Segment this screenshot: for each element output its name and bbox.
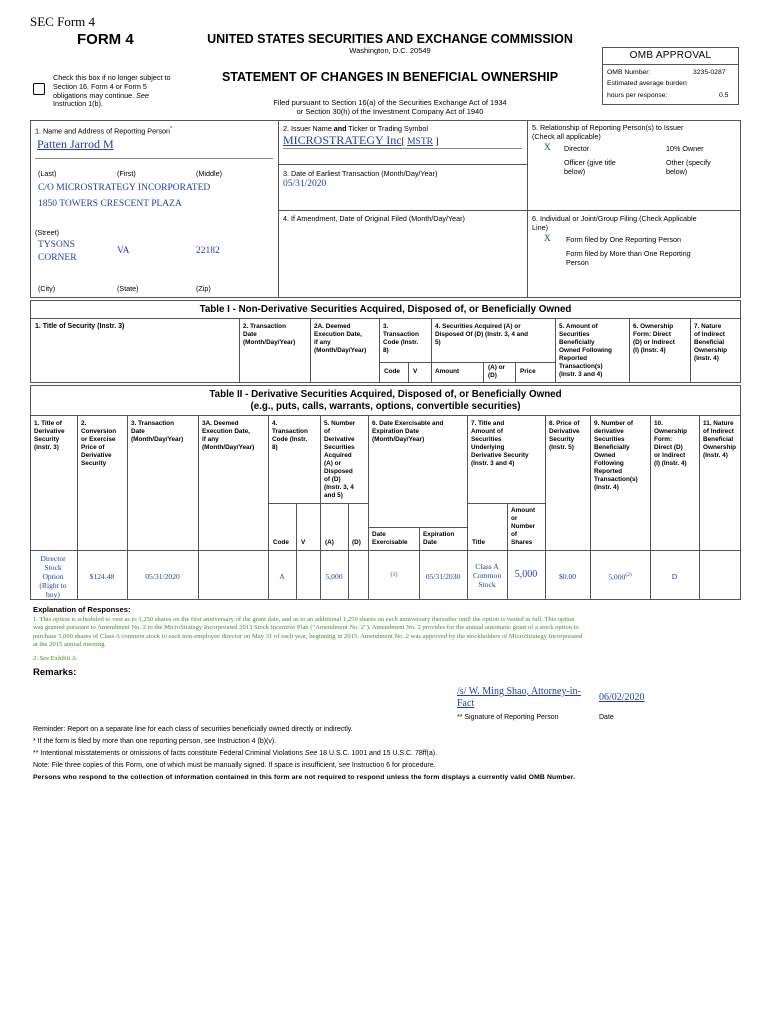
earliest-transaction-date: 05/31/2020 [283, 179, 327, 189]
table-1-title: Table I - Non-Derivative Securities Acquired, Disposed of, or Beneficially Owned [199, 304, 572, 315]
signature-name[interactable] [457, 686, 581, 710]
box6-label-1: 6. Individual or Joint/Group Filing (Check Applicable [532, 214, 697, 223]
t2-col10-l1: 10. [654, 420, 663, 427]
checkbox-text-2: Section 16. Form 4 or Form 5 [53, 81, 147, 91]
footer-l3-see: See [304, 750, 318, 757]
row-security-l1: Director [40, 554, 66, 563]
t2-exp-l2: Date [423, 539, 437, 546]
footer-misstatements [33, 750, 437, 759]
signature-name-l1[interactable]: /s/ W. Ming Shao, Attorney-in- [457, 686, 581, 697]
checkbox-text-4: Instruction 1(b). [53, 99, 103, 109]
t2-col3 [131, 420, 183, 444]
more-persons-label [566, 250, 691, 268]
t2-col10 [654, 420, 687, 468]
reporting-person-name-text[interactable]: Patten Jarrod M [37, 137, 114, 151]
t2-col4-l1: 4. [272, 420, 278, 427]
one-person-check[interactable]: X [544, 234, 551, 244]
t2-col9-l3: Securities [594, 436, 625, 443]
box2-label-b: Ticker or Trading Symbol [346, 124, 429, 133]
table-2-title-2: (e.g., puts, calls, warrants, options, convertible securities) [250, 401, 521, 412]
t1-col7-l5: (Instr. 4) [694, 355, 719, 362]
t1-aord [488, 364, 505, 380]
t1-col2-l3: (Month/Day/Year) [243, 339, 296, 346]
t1-col2a [314, 323, 366, 355]
t2-col9-l5: Owned [594, 452, 616, 459]
t1-col2a-l1: 2A. Deemed [314, 323, 351, 330]
t2-col8-l2: Derivative [549, 428, 580, 435]
box1-label [35, 125, 172, 136]
t1-col2a-l2: Execution Date, [314, 331, 362, 338]
t2-col9-l4: Beneficially [594, 444, 630, 451]
t2-col6-l1: 6. Date Exercisable and [372, 420, 444, 427]
t2-col7-l2: Amount of [471, 428, 503, 435]
t1-col5-l2: Securities [559, 331, 590, 338]
table-2 [30, 385, 741, 600]
t1-col6 [633, 323, 675, 355]
box5-label-2: (Check all applicable) [532, 131, 601, 141]
t2-col3a-l3: if any [202, 436, 219, 443]
row-exercisable: (1) [390, 572, 398, 578]
issuer-line [283, 133, 439, 148]
t2-col6-l3: (Month/Day/Year) [372, 436, 425, 443]
t2-col4-l2: Transaction [272, 428, 308, 435]
footer-l3a: ** Intentional misstatements or omissions of facts constitute Federal Criminal Violations [33, 750, 305, 757]
t1-col3-l4: 8) [383, 347, 389, 354]
row-date: 05/31/2020 [145, 572, 180, 581]
t2-col7-l1: 7. Title and [471, 420, 505, 427]
t2-date-ex-l1: Date [372, 531, 386, 538]
filed-pursuant-2: or Section 30(h) of the Investment Company Act of 1940 [296, 107, 484, 116]
t2-col11 [703, 420, 736, 460]
t2-col10-l2: Ownership [654, 428, 688, 435]
t2-col7-l4: Underlying [471, 444, 505, 451]
last-label: (Last) [38, 169, 57, 178]
zip-label: (Zip) [196, 284, 211, 293]
issuer-name[interactable]: MICROSTRATEGY Inc [283, 133, 402, 147]
row-conversion: $124.48 [89, 572, 115, 581]
t2-col11-l2: of Indirect [703, 428, 734, 435]
t2-col9-l7: Reported [594, 468, 623, 475]
t2-amt-l3: Number [511, 523, 536, 530]
t2-col2-l1: 2. [81, 420, 87, 427]
row-security-l3: Option [42, 572, 64, 581]
t2-col8 [549, 420, 580, 452]
t2-d: (D) [352, 539, 361, 546]
row-title-l1: Class A [475, 562, 499, 571]
statement-title: STATEMENT OF CHANGES IN BENEFICIAL OWNERSHIP [221, 70, 559, 84]
t1-col2-l1: 2. Transaction [243, 323, 286, 330]
t2-date-ex-l2: Exercisable [372, 539, 408, 546]
row-form: D [671, 572, 678, 581]
t2-col1-l3: Security [34, 436, 60, 443]
t1-col4 [435, 323, 528, 347]
t1-col5-l5: Reported [559, 355, 588, 362]
more-persons-label-2: Person [566, 257, 589, 267]
t2-col8-l3: Security [549, 436, 575, 443]
note1-l3: purchase 5,000 shares of Class A common stock to each non-employee director on May 31 of each year, beginning in 2015. Amendment No. 2 was approved by the stockholders of MicroStrategy Incorporated [33, 632, 583, 640]
box6-label [532, 215, 697, 233]
t1-col4-l1: 4. Securities Acquired (A) or [435, 323, 521, 330]
t2-col2 [81, 420, 116, 468]
other-label-1: Other (specify [666, 158, 711, 167]
state-label: (State) [117, 284, 139, 293]
t2-col5-l3: Derivative [324, 436, 355, 443]
t1-col6-l3: (D) or Indirect [633, 339, 675, 346]
address-line-1: C/O MICROSTRATEGY INCORPORATED [38, 183, 211, 193]
signature-date[interactable] [599, 692, 645, 703]
t2-v: V [301, 539, 306, 546]
t2-col9-l9: (Instr. 4) [594, 484, 619, 491]
t2-col5-l8: of (D) [324, 476, 341, 483]
t1-amount: Amount [435, 368, 460, 375]
row-security-l2: Stock [44, 563, 62, 572]
row-title-l2: Common [472, 571, 502, 580]
row-security [31, 554, 75, 599]
row-owned-note: (2) [625, 572, 632, 578]
t2-col11-l1: 11. Nature [703, 420, 734, 427]
omb-burden-label: Estimated average burden [607, 80, 687, 87]
t2-col2-l2: Conversion [81, 428, 117, 435]
city-label: (City) [38, 284, 56, 293]
t1-col6-l2: Form: Direct [633, 331, 671, 338]
t2-col1-l1: 1. Title of [34, 420, 62, 427]
t1-aord-l2: (D) [488, 372, 497, 379]
address-line-2: 1850 TOWERS CRESCENT PLAZA [38, 199, 182, 209]
row-owned [591, 571, 649, 582]
footer-l4a: Note: File three copies of this Form, one of which must be manually signed. If space is insufficient, [33, 762, 339, 769]
t2-col2-l3: or Exercise [81, 436, 116, 443]
officer-label [564, 159, 616, 177]
t1-col2 [243, 323, 295, 347]
t1-code: Code [384, 368, 400, 375]
t1-col4-l2: Disposed Of (D) (Instr. 3, 4 and [435, 331, 529, 338]
ten-percent-owner-label: 10% Owner [666, 144, 704, 153]
box2-label-and: and [333, 124, 347, 133]
one-person-label: Form filed by One Reporting Person [566, 235, 682, 244]
officer-label-1: Officer (give title [564, 158, 616, 167]
ticker-left-bracket: [ [401, 137, 408, 147]
t2-exp-l1: Expiration [423, 531, 455, 538]
t2-amount [511, 507, 535, 547]
t2-col5-l9: (Instr. 3, 4 [324, 484, 354, 491]
row-title-l3: Stock [478, 580, 496, 589]
t2-col1-l4: (Instr. 3) [34, 444, 59, 451]
middle-label: (Middle) [196, 169, 222, 178]
t1-col4-l3: 5) [435, 339, 441, 346]
t1-col1: 1. Title of Security (Instr. 3) [35, 323, 125, 330]
t2-col5-l10: and 5) [324, 492, 343, 499]
zip-value: 22182 [196, 246, 220, 256]
row-owned-value: 5,000 [608, 572, 626, 582]
t1-col3-l3: Code (Instr. [383, 339, 419, 346]
row-security-l4: (Right to [39, 581, 67, 590]
signature-date-text[interactable]: 06/02/2020 [599, 692, 645, 703]
other-label-2: below) [666, 166, 688, 176]
ticker-symbol[interactable]: MSTR [407, 137, 433, 147]
t2-col2-l4: Price of [81, 444, 105, 451]
t2-col10-l4: Direct (D) [654, 444, 683, 451]
omb-number-label: OMB Number: [607, 69, 651, 76]
filed-pursuant-1: Filed pursuant to Section 16(a) of the Securities Exchange Act of 1934 [273, 98, 507, 107]
ticker-right-bracket: ] [432, 137, 439, 147]
table-2-title-1: Table II - Derivative Securities Acquired, Disposed of, or Beneficially Owned [209, 389, 562, 400]
omb-hours-value: 0.5 [719, 92, 729, 99]
row-shares: 5,000 [514, 569, 538, 580]
city-value [38, 239, 77, 265]
t1-col3 [383, 323, 419, 355]
omb-hours-label: hours per response: [607, 92, 668, 99]
checkbox-text-1: Check this box if no longer subject to [53, 73, 171, 82]
t1-col6-l4: (I) (Instr. 4) [633, 347, 666, 354]
city-line-2: CORNER [38, 253, 77, 263]
row-a: 5,000 [325, 572, 343, 581]
t2-col5 [324, 420, 355, 500]
t2-col3a-l4: (Month/Day/Year) [202, 444, 255, 451]
note1-l2: was granted pursuant to Amendment No. 2 to the MicroStrategy Incorporated 2013 Stock Incentive Plan ("Amendment No. 2"). Amendment No. 2 provides for the annual automatic grant of a stock option to [33, 624, 579, 632]
t2-col7 [471, 420, 529, 468]
more-persons-label-1: Form filed by More than One Reporting [566, 249, 691, 258]
t2-col5-l2: of [324, 428, 331, 435]
t2-title: Title [472, 539, 486, 546]
t1-col2a-l4: (Month/Day/Year) [314, 347, 367, 354]
t1-col5-l4: Owned Following [559, 347, 612, 354]
t2-col6-l2: Expiration Date [372, 428, 419, 435]
box5-label-1: 5. Relationship of Reporting Person(s) to Issuer [532, 123, 684, 132]
box3-label: 3. Date of Earliest Transaction (Month/Day/Year) [283, 169, 438, 178]
footer-omb-notice: Persons who respond to the collection of information contained in this form are not required to respond unless the form displays a currently valid OMB Number. [33, 774, 576, 781]
note1-l4: at the 2015 annual meeting. [33, 641, 107, 649]
box5-label [532, 124, 683, 142]
first-label: (First) [117, 169, 136, 178]
omb-number-value: 3235-0287 [693, 69, 726, 76]
commission-city: Washington, D.C. 20549 [349, 46, 431, 55]
box6-label-2: Line) [532, 222, 548, 232]
explanation-heading: Explanation of Responses: [33, 605, 131, 614]
reporting-person-name[interactable] [37, 137, 114, 152]
t1-col5-l7: (Instr. 3 and 4) [559, 371, 603, 378]
t2-amt-l5: Shares [511, 539, 533, 546]
explanation-note-1 [33, 616, 739, 650]
t2-col11-l4: Ownership [703, 444, 737, 451]
city-line-1: TYSONS [38, 240, 75, 250]
row-price: $0.00 [558, 572, 577, 581]
t2-col11-l3: Beneficial [703, 436, 734, 443]
footer-multiple-persons: * If the form is filed by more than one reporting person, see Instruction 4 (b)(v). [33, 738, 277, 745]
t2-col10-l6: (I) (Instr. 4) [654, 460, 687, 467]
t1-col5-l6: Transaction(s) [559, 363, 603, 370]
t2-col3a [202, 420, 254, 452]
t2-col10-l3: Form: [654, 436, 673, 443]
row-expiration: 05/31/2030 [425, 572, 461, 581]
t2-code: Code [273, 539, 289, 546]
t1-col2-l2: Date [243, 331, 257, 338]
checkbox-see: See [136, 90, 149, 100]
t1-col7-l2: of Indirect [694, 331, 725, 338]
t2-col3a-l1: 3A. Deemed [202, 420, 239, 427]
t2-col10-l5: or Indirect [654, 452, 686, 459]
t2-col4-l3: Code (Instr. [272, 436, 308, 443]
t2-col8-l4: (Instr. 5) [549, 444, 574, 451]
row-title [468, 562, 506, 589]
t2-col5-l4: Securities [324, 444, 355, 451]
t2-col4 [272, 420, 308, 452]
commission-title: UNITED STATES SECURITIES AND EXCHANGE COMMISSION [207, 32, 573, 46]
signature-name-l2[interactable]: Fact [457, 698, 475, 709]
t1-col7 [694, 323, 727, 363]
footer-copies-note [33, 762, 436, 771]
officer-label-2: below) [564, 166, 586, 176]
row-code: A [279, 572, 285, 581]
t2-col7-l3: Securities [471, 436, 502, 443]
omb-title: OMB APPROVAL [629, 50, 712, 61]
t2-col5-l7: Disposed [324, 468, 353, 475]
date-label: Date [599, 714, 614, 721]
t2-col4-l4: 8) [272, 444, 278, 451]
t2-col9-l2: derivative [594, 428, 624, 435]
t2-col9-l8: Transaction(s) [594, 476, 638, 483]
t2-col2-l5: Derivative [81, 452, 112, 459]
note1-l1: 1. This option is scheduled to vest as to 1,250 shares on the first anniversary of the grant date, and as to an additional 1,250 shares on each anniversary thereafter until the option is vested in full. This option [33, 616, 575, 623]
t1-col5-l1: 5. Amount of [559, 323, 598, 330]
t1-v: V [413, 368, 418, 375]
t2-col5-l6: (A) or [324, 460, 342, 467]
t2-col1-l2: Derivative [34, 428, 65, 435]
t2-col8-l1: 8. Price of [549, 420, 580, 427]
form-title: FORM 4 [77, 31, 134, 48]
director-label: Director [564, 144, 590, 153]
checkbox-no-longer-subject[interactable] [33, 83, 45, 95]
box1-label-text: 1. Name and Address of Reporting Person [35, 126, 171, 136]
other-label [666, 159, 711, 177]
t1-col7-l4: Ownership [694, 347, 728, 354]
t1-col7-l1: 7. Nature [694, 323, 722, 330]
t1-aord-l1: (A) or [488, 364, 506, 371]
street-label: (Street) [35, 228, 59, 237]
t2-expiration [423, 531, 454, 547]
box4-label: 4. If Amendment, Date of Original Filed (Month/Day/Year) [283, 214, 465, 223]
t1-price: Price [520, 368, 536, 375]
t2-col5-l1: 5. Number [324, 420, 356, 427]
t2-col3-l3: (Month/Day/Year) [131, 436, 184, 443]
box2-label-a: 2. Issuer Name [283, 124, 334, 133]
t2-amt-l2: or [511, 515, 518, 522]
footer-l4-see: see [338, 762, 350, 769]
t2-col9-l6: Following [594, 460, 624, 467]
t2-col7-l5: Derivative Security [471, 452, 529, 459]
checkbox-instructions [53, 74, 188, 109]
t2-col1 [34, 420, 65, 452]
explanation-note-2: 2. See Exhibit A. [33, 655, 78, 662]
t1-col3-l1: 3. [383, 323, 389, 330]
state-value: VA [117, 246, 130, 256]
t1-col2a-l3: if any [314, 339, 331, 346]
t1-col5-l3: Beneficially [559, 339, 595, 346]
t2-date-exercisable [372, 531, 408, 547]
checkbox-text-3a: obligations may continue. [53, 90, 135, 100]
row-security-l5: buy) [46, 590, 60, 599]
t2-col9-l1: 9. Number of [594, 420, 634, 427]
footer-l4b: Instruction 6 for procedure. [349, 762, 436, 769]
t1-col7-l3: Beneficial [694, 339, 725, 346]
t2-col3-l2: Date [131, 428, 145, 435]
sec-form-label: SEC Form 4 [30, 14, 96, 29]
t2-col6 [372, 420, 443, 444]
t2-col7-l6: (Instr. 3 and 4) [471, 460, 515, 467]
t2-col2-l6: Security [81, 460, 107, 467]
remarks-heading: Remarks: [33, 667, 77, 678]
t2-col3-l1: 3. Transaction [131, 420, 174, 427]
footer-l3b: 18 U.S.C. 1001 and 15 U.S.C. 78ff(a). [317, 750, 438, 757]
director-check[interactable]: X [544, 143, 551, 153]
t2-col9 [594, 420, 638, 492]
t2-amt-l4: of [511, 531, 518, 538]
footer-reminder: Reminder: Report on a separate line for each class of securities beneficially owned directly or indirectly. [33, 726, 353, 733]
t2-a: (A) [325, 539, 334, 546]
t1-col6-l1: 6. Ownership [633, 323, 674, 330]
t2-amt-l1: Amount [511, 507, 536, 514]
t1-col3-l2: Transaction [383, 331, 419, 338]
t2-col11-l5: (Instr. 4) [703, 452, 728, 459]
t2-col5-l5: Acquired [324, 452, 352, 459]
signature-label: ** Signature of Reporting Person [457, 714, 559, 721]
box1-label-star: * [170, 126, 172, 132]
t2-col3a-l2: Execution Date, [202, 428, 250, 435]
t1-col5 [559, 323, 612, 379]
